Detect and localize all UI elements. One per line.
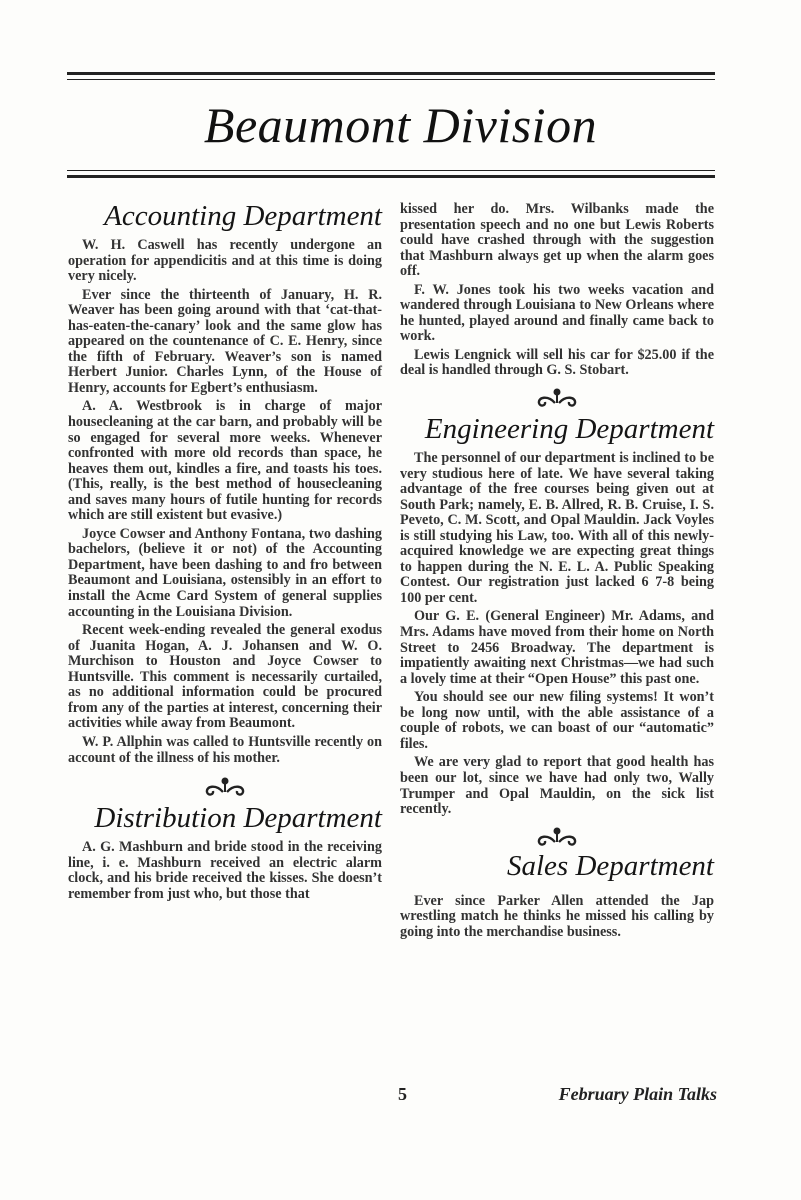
- ornament-icon: [534, 826, 580, 848]
- paragraph: A. A. Westbrook is in charge of major housecleaning at the car barn, and probably will be so engaged for several more weeks. Whenever confronted with more old records than space, he heaves them out, kindles a fire, and toasts his toes. (This, really, is the best method of housecleaning and saves many hours of futile hunting for records which are still existent but evasive.): [68, 398, 382, 524]
- ornament-icon: [534, 387, 580, 409]
- paragraph: Lewis Lengnick will sell his car for $25.00 if the deal is handled through G. S. Stobart.: [400, 346, 714, 379]
- paragraph: Ever since the thirteenth of January, H. R. Weaver has been going around with that ‘cat-that-has-eaten-the-canary’ look and the same glow has appeared on the countenance of C. E. Henry, since the fifth of February. Weaver’s son is named Herbert Junior. Charles Lynn, of the House of Henry, accounts for Egbert’s enthusiasm.: [68, 286, 382, 396]
- paragraph: F. W. Jones took his two weeks vacation and wandered through Louisiana to New Orleans where he hunted, played around and finally came back to work.: [400, 281, 714, 345]
- paragraph: kissed her do. Mrs. Wilbanks made the presentation speech and no one but Lewis Roberts could have crashed through with the suggestion that Mashburn always get up when the alarm goes off.: [400, 201, 714, 280]
- paragraph: Our G. E. (General Engineer) Mr. Adams, and Mrs. Adams have moved from their home on North Street to 2456 Broadway. The department is impatiently awaiting next Christmas—we had such a lovely time at their “Open House” this past one.: [400, 608, 714, 687]
- paragraph: W. H. Caswell has recently undergone an operation for appendicitis and at this time is doing very nicely.: [68, 237, 382, 285]
- section-heading-distribution: Distribution Department: [94, 802, 382, 835]
- paragraph: We are very glad to report that good health has been our lot, since we have had only two, Wally Trumper and Opal Mauldin, on the sick list recently.: [400, 754, 714, 818]
- paragraph: A. G. Mashburn and bride stood in the receiving line, i. e. Mashburn received an electric alarm clock, and his bride received the kisses. She doesn’t remember from just who, but those that: [68, 839, 382, 902]
- paragraph: W. P. Allphin was called to Huntsville recently on account of the illness of his mother.: [68, 733, 382, 766]
- publication-name: February Plain Talks: [558, 1084, 717, 1104]
- paragraph: The personnel of our department is inclined to be very studious here of late. We have several taking advantage of the free courses being given out at South Park; namely, E. B. Allred, R. B. Cruise, I. S. Peveto, C. M. Scott, and Opal Mauldin. Jack Voyles is still studying his Law, too. With all of this newly-acquired knowledge we are expecting great things to happen during the N. E. L. A. Public Speaking Contest. Our registration just lacked 6 7-8 being 100 per cent.: [400, 450, 714, 606]
- top-rule-1: [67, 72, 715, 75]
- title-rule-1: [67, 170, 715, 171]
- paragraph: Joyce Cowser and Anthony Fontana, two dashing bachelors, (believe it or not) of the Accounting Department, have been dashing to and fro between Beaumont and Louisiana, ostensibly in an effort to install the Acme Card System of general supplies accounting in the Louisiana Division.: [68, 525, 382, 620]
- top-rule-2: [67, 79, 715, 80]
- left-column: [68, 200, 382, 905]
- title-rule-2: [67, 175, 715, 178]
- ornament-icon: [202, 776, 248, 798]
- paragraph: Recent week-ending revealed the general exodus of Juanita Hogan, A. J. Johansen and W. O. Murchison to Houston and Joyce Cowser to Huntsville. This comment is necessarily curtailed, as no additional information could be procured from any of the parties at interest, concerning their activities while away from Beaumont.: [68, 622, 382, 732]
- section-heading-sales: Sales Department: [507, 849, 714, 882]
- right-column: [400, 202, 714, 943]
- page-number: 5: [398, 1084, 407, 1104]
- paragraph: You should see our new filing systems! It won’t be long now until, with the able assistance of a couple of robots, we can boast of our “automatic” files.: [400, 689, 714, 752]
- paragraph: Ever since Parker Allen attended the Jap wrestling match he thinks he missed his calling by going into the merchandise business.: [400, 892, 714, 940]
- section-heading-engineering: Engineering Department: [424, 413, 714, 446]
- section-heading-accounting: Accounting Department: [104, 200, 382, 232]
- page-title: Beaumont Division: [203, 97, 598, 153]
